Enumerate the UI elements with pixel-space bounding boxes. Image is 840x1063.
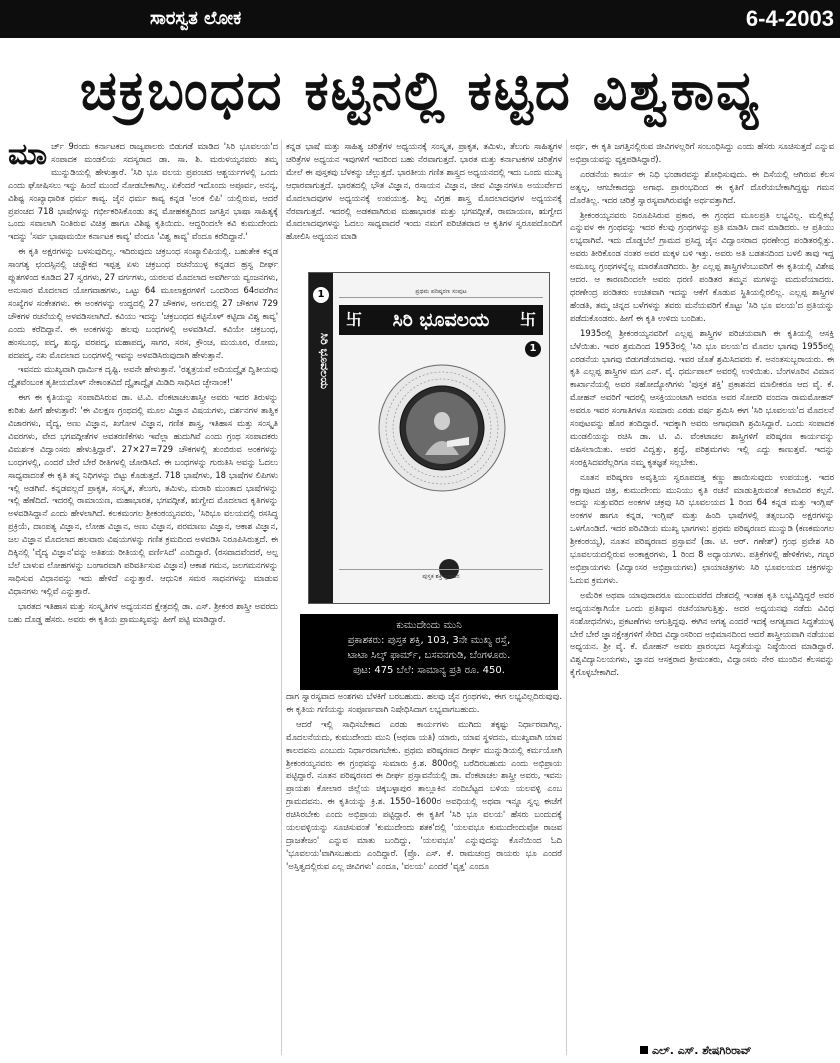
spine-title: ಸಿರಿ ಭೂವಲಯ (318, 333, 331, 389)
cover-title: ಸಿರಿ ಭೂವಲಯ (392, 309, 490, 331)
article-paragraph: ಅರ್ಥ, ಈ ಕೃತಿ ಜಗತ್ತಿನಲ್ಲಿರುವ ಜೀವಿಗಳಲ್ಲರಿಗೆ ಸಂಬಂಧಿಸಿದ್ದು ಎಂದು ಹೆಸರು ಸೂಚಿಸುತ್ತದೆ ಎನ್ನುವ ಅಭಿಪ್ರಾಯವನ್ನು ವ್ಯಕ್ತಪಡಿಸಿದ್ದಾರೆ). (570, 141, 834, 164)
book-caption (300, 614, 558, 690)
article-paragraph: ಕನ್ನಡ ಭಾಷೆ ಮತ್ತು ಸಾಹಿತ್ಯ ಚರಿತ್ರೆಗಳ ಅಧ್ಯಯನಕ್ಕೆ ಸಂಸ್ಕೃತ, ಪ್ರಾಕೃತ, ತಮಿಳು, ತೆಲುಗು ಸಾಹಿತ್ಯಗಳ ಚರಿತ್ರೆಗಳ ಅಧ್ಯಯನ ಇವುಗಳಿಗೆ ಇದರಿಂದ ಬಹು ನೆರವಾಗುತ್ತದೆ. ಭಾರತ ಮತ್ತು ಕರ್ನಾಟಕಗಳ ಚರಿತ್ರೆಗಳ ಮೇಲೆ ಈ ಪುಸ್ತಕವು ಬೆಳಕನ್ನು ಚೆಲ್ಲುತ್ತದೆ. ಭಾರತೀಯ ಗಣಿತ ಶಾಸ್ತ್ರದ ಅಧ್ಯಯನದಲ್ಲಿ ಇದು ಒಂದು ಮುಖ್ಯ ಆಧಾರವಾಗುತ್ತದೆ. ಭಾರತದಲ್ಲಿ ಭೌತ ವಿಜ್ಞಾನ, ರಸಾಯನ ವಿಜ್ಞಾನ, ಜೀವ ವಿಜ್ಞಾನಗಳೂ ಅಯುರ್ವೇದ ಮೊದಲಾದವುಗಳ ಅಧ್ಯಯನಕ್ಕೆ ಉಪಯುಕ್ತ. ಶಿಲ್ಪ ವಿಗ್ರಹ ಶಾಸ್ತ್ರ ಮೊದಲಾದವುಗಳ ಅಧ್ಯಯನಕ್ಕೆ ನೆರವಾಗುತ್ತದೆ. ಇದರಲ್ಲಿ ಅಡಕವಾಗಿರುವ ಮಹಾಭಾರತ ಮತ್ತು ಭಗವದ್ಗೀತೆ, ರಾಮಾಯಣ, ಋಗ್ವೇದ ಮೊದಲಾದವುಗಳನ್ನು ಓದಲು ಸಾಧ್ಯವಾದರೆ ಇಂದು ನಮಗೆ ಪರಿಚಿತವಾದ ಆ ಕೃತಿಗಳ ಸ್ವರೂಪದೊಂದಿಗೆ ಹೋಲಿಸಿ ಅಧ್ಯಯನ ಮಾಡಿ (286, 141, 562, 242)
article-column-3 (570, 140, 834, 1045)
article-headline: ಚಕ್ರಬಂಧದ ಕಟ್ಟಿನಲ್ಲಿ ಕಟ್ಟಿದ ವಿಶ್ವಕಾವ್ಯ (79, 59, 761, 122)
page-header-bar (0, 0, 840, 38)
article-paragraph: ಎರಡನೆಯ ಕಾರ್ಯ ಈ ನಿಧಿ ಭಂಡಾರವನ್ನು ಶೋಧಿಸುವುದು. ಈ ದಿಸೆಯಲ್ಲಿ ಆಗಿರುವ ಕೆಲಸ ಅತ್ಯಲ್ಪ, ಆಗಬೇಕಾದದ್ದು ಅಗಾಧ. ಪ್ರಾರಂಭದಿಂದ ಈ ಕೃತಿಗೆ ದೊರೆಯಬೇಕಾಗಿದ್ದಷ್ಟು ಗಮನ ದೊರೆತಿಲ್ಲ. ಇದರ ಚರಿತ್ರೆ ಸ್ವಾರಸ್ಯವಾಗಿರುವಷ್ಟೇ ಅರ್ಥವತ್ತಾಗಿದೆ. (570, 168, 834, 205)
byline-text: ಎಲ್. ಎಸ್. ಶೇಷಗಿರಿರಾವ್ (652, 1044, 752, 1057)
column-divider (566, 140, 567, 1055)
book-figure (300, 270, 558, 690)
book-cover-image (308, 272, 550, 604)
article-paragraph: ಈ ಕೃತಿ ಅಕ್ಷರಗಳನ್ನು ಬಳಸುವುದಿಲ್ಲ. ಇದಿರುವುದು ಚಕ್ರಬಂಧ ಸಂಖ್ಯಾಲಿಪಿಯಲ್ಲಿ. ಬಹುತೇಕ ಕನ್ನಡ ಸಾಂಗತ್ಯ ಛಂದಸ್ಸಿನಲ್ಲಿ ಚಚ್ಚೌಕದ ಇಪ್ಪತ್ತ ಏಳು ಚಕ್ರಬಂಧ ರಚನೆಯುಳ್ಳ ಕನ್ನಡದ ಹ್ರಸ್ವ ದೀರ್ಘ ಪ್ಲುತಗಳಿಂದ ಕೂಡಿದ 27 ಸ್ವರಗಳು, 27 ವರ್ಗಗಳು, ಯರಲವ ಮೊದಲಾದ ಅವರ್ಗೀಯ ವ್ಯಂಜನಗಳು, ಅನುಸಾರ ಮೊದಲಾದ ಯೋಗವಾಹಗಳು, ಒಟ್ಟು 64 ಮೂಲಾಕ್ಷರಗಳಿಗೆ ಒಂದರಿಂದ 64ರವರೆಗಿನ ಸಂಖ್ಯೆಗಳ ಸಂಕೇತಗಳು. ಈ ಅಂಕಗಳನ್ನು ಉದ್ದದಲ್ಲಿ 27 ಚೌಕಗಳ, ಅಗಲದಲ್ಲಿ 27 ಚೌಕಗಳ 729 ಚೌಕಗಳ ರಚನೆಯಲ್ಲಿ ಅಳವಡಿಸಲಾಗಿದೆ. ಕವಿಯು ಇದನ್ನು 'ಚಕ್ರಬಂಧದ ಕಟ್ಟಿನೊಳ್ ಕಟ್ಟಿದಾ ವಿಶ್ವ ಕಾವ್ಯ' ಎಂದು ಕರೆದಿದ್ದಾನೆ. ಈ ಅಂಕಗಳನ್ನು ಹಲವು ಬಂಧಗಳಲ್ಲಿ ಅಳವಡಿಸಿದೆ. ಕವಿಯೇ ಚಕ್ರಬಂಧ, ಹಂಸಬಂಧ, ಪದ್ಮ, ಶುದ್ಧ, ವರಪದ್ಮ, ಮಹಾಪದ್ಮ, ಸಾಗರ, ಸರಸ, ಕ್ರೌಂಚ, ಮಯೂರ, ರೋಮ, ಪದಪದ್ಮ, ನಖ ಮೊದಲಾದ ಬಂಧಗಳಲ್ಲಿ ಇವನ್ನು ಅಳವಡಿಸಿರುವುದಾಗಿ ಹೇಳುತ್ತಾನೆ. (8, 246, 278, 360)
section-name: ಸಾರಸ್ವತ ಲೋಕ (150, 8, 242, 29)
book-spine (309, 273, 333, 603)
caption-publisher-line: ಪ್ರಕಾಶಕರು: ಪುಸ್ತಕ ಶಕ್ತಿ, 103, 3ನೇ ಮುಖ್ಯ ರಸ್ತೆ, (347, 635, 511, 646)
article-column-1 (8, 140, 278, 1060)
caption-publisher-line: ಟಾಟಾ ಸಿಲ್ಕ್ ಫಾರ್ಮ್, ಬಸವನಗುಡಿ, ಬೆಂಗಳೂರು. (347, 650, 511, 661)
article-paragraph: ಈಗ ಈ ಕೃತಿಯನ್ನು ಸಂಪಾದಿಸಿರುವ ಡಾ. ಟಿ.ವಿ. ವೆಂಕಟಾಚಲಶಾಸ್ತ್ರೀ ಅವರು ಇದರ ತಿರುಳನ್ನು ಕುರಿತು ಹೀಗೆ ಹೇಳುತ್ತಾರೆ: 'ಈ ವಿಲಕ್ಷಣ ಗ್ರಂಥದಲ್ಲಿ ಮೂಲ ವಿಜ್ಞಾನ ವಿಷಯಗಳು, ದರ್ಶನಗಳ ತಾತ್ವಿಕ ವಿಚಾರಗಳು, ವೈದ್ಯ, ಅಣು ವಿಜ್ಞಾನ, ಖಗೋಳ ವಿಜ್ಞಾನ, ಗಣಿತ ಶಾಸ್ತ್ರ, ಇತಿಹಾಸ ಮತ್ತು ಸಂಸ್ಕೃತಿ ವಿವರಗಳು, ವೇದ ಭಗವದ್ಗೀತೆಗಳ ಅವತರಣಿಕೆಗಳು ಇವೆಲ್ಲಾ ಹುದುಗಿವೆ ಎಂದು ಗ್ರಂಥ ಸಂಪಾದಕರು ವಿಮರ್ಶಕ ವಿದ್ವಾಂಸರು ಹೇಳುತ್ತಿದ್ದಾರೆ'. 27×27=729 ಚೌಕಗಳಲ್ಲಿ ತುಂಬಿರುವ ಅಂಕಗಳನ್ನು ಬಂಧಗಳಲ್ಲಿ, ಎಂದರೆ ಬೇರೆ ಬೇರೆ ರೀತಿಗಳಲ್ಲಿ ಜೋಡಿಸಿದೆ. ಈ ಬಂಧಗಳನ್ನು ಗುರುತಿಸಿ ಅವನ್ನು ಓದಲು ಸಾಧ್ಯವಾದಂತೆ ಈ ಕೃತಿ ತನ್ನ ನಿಧಿಗಳನ್ನು ಬಿಟ್ಟು ಕೊಡುತ್ತದೆ. 718 ಭಾಷೆಗಳು, 18 ಭಾಷೆಗಳ ಲಿಪಿಗಳು ಇಲ್ಲಿ ಅಡಗಿವೆ. ಕನ್ನಡವಲ್ಲದೆ ಪ್ರಾಕೃತ, ಸಂಸ್ಕೃತ, ತೆಲುಗು, ತಮಿಳು, ಮರಾಠಿ ಮುಂತಾದ ಭಾಷೆಗಳನ್ನು ಇಲ್ಲಿ ಹೆಣೆದಿದೆ. ಇದರಲ್ಲಿ ರಾಮಾಯಣ, ಮಹಾಭಾರತ, ಭಗವದ್ಗೀತೆ, ಋಗ್ವೇದ ಮೊದಲಾದ ಕೃತಿಗಳನ್ನು ಅಳವಡಿಸಿದ್ದಾನೆ ಎಂದು ಹೇಳಲಾಗಿದೆ. ಕಲಕಮಂಗಲ ಶ್ರೀಕಂಠಯ್ಯನವರು, 'ಸಿರಿಭೂ ವಲಯದಲ್ಲಿ ರಸಸಿದ್ಧ ಪ್ರಕ್ರಿಯೆ, ದಾಂಪತ್ಯ ವಿಜ್ಞಾನ, ಲೋಹ ವಿಜ್ಞಾನ, ಅಣು ವಿಜ್ಞಾನ, ಪರಮಾಣು ವಿಜ್ಞಾನ, ಆಕಾಶ ವಿಜ್ಞಾನ, ಜಲ ವಿಜ್ಞಾನ ಮೊದಲಾದ ಹಲವಾರು ವಿಷಯಗಳನ್ನು ಗಣಿತ ಕ್ರಮದಿಂದ ಅಳವಡಿಸಿ ನಿರೂಪಿಸಿರುತ್ತದೆ. ಈ ದಿಕ್ಕಿನಲ್ಲಿ 'ವೈದ್ಯ ವಿಜ್ಞಾನ'ವನ್ನು ಅತಿಶಯ ರೀತಿಯಲ್ಲಿ ವರ್ಣಿಸಿದೆ' ಎಂದಿದ್ದಾರೆ. (ರಸವಾದವೆಂದರೆ, ಅಲ್ಪ ಬೆಲೆ ಬಾಳುವ ಲೋಹಗಳನ್ನು ಬಂಗಾರವಾಗಿ ಪರಿವರ್ತಿಸುವ ವಿಜ್ಞಾನ) ಆಕಾಶ ಗಮನ, ಜಲಗಮನಗಳನ್ನು ಸಾಧಿಸುವ ವಿಧಾನವನ್ನು ಇದು ಹೇಳಿದೆ ಎನ್ನುತ್ತಾರೆ. ಆಧುನಿಕ ಸಮರ ಸಾಧನಗಳನ್ನು ಮಾಡುವ ವಿಧಾನಗಳು ಇಲ್ಲಿವೆ ಎನ್ನುತ್ತಾರೆ. (8, 392, 278, 596)
author-byline (640, 1044, 752, 1058)
cover-title-band (339, 305, 543, 335)
cover-volume-number: 1 (525, 341, 541, 357)
article-paragraph: ಇವನದು ಮುಖ್ಯವಾಗಿ ಧಾರ್ಮಿಕ ದೃಷ್ಟಿ. ಅವನೇ ಹೇಳುತ್ತಾನೆ. 'ರತ್ನತ್ರಯವೆ ಅದಿಯದ್ವೈತ ದ್ವಿತೀಯವು ದ್ವೈತವೆಂಬಂಕ ತೃತೀಯದೊಳ್ ನೇಕಾಂತವಿದೆ ದ್ವೈತಾದ್ವೈತ ಮಿಡಿದಿ ಸಾಧಿಸಿದ ಚ್ಛೇನಾಂಕ!' (8, 364, 278, 388)
cover-bottom-text: ಪುಸ್ತಕ ಶಕ್ತಿ ಪ್ರಕಾಶನ (339, 569, 543, 584)
column-divider (281, 140, 282, 1055)
article-paragraph: ಅಮೆರಿಕ ಅಥವಾ ಯಾವುದಾದರೂ ಮುಂದುವರೆದ ದೇಶದಲ್ಲಿ ಇಂತಹ ಕೃತಿ ಲಭ್ಯವಿದ್ದಿದ್ದರೆ ಅವರ ಅಧ್ಯಯನಕ್ಕಾಗಿಯೇ ಒಂದು ಪ್ರತಿಷ್ಠಾನ ರಚನೆಯಾಗುತ್ತಿತ್ತು. ಅದರ ಅಧ್ಯಯನವು ನಡೆದು ವಿವಿಧ ಸಂಶೋಧನೆಗಳು, ಪ್ರಕಟಣೆಗಳು ಆಗುತ್ತಿದ್ದವು. ಈಗಿನ ಅಗತ್ಯ ಎಂದರೆ ಇದಕ್ಕೆ ಅಗತ್ಯವಾದ ಸಿದ್ಧತೆಯುಳ್ಳ ಬೇರೆ ಬೇರೆ ಜ್ಞಾನಕ್ಷೇತ್ರಗಳಿಗೆ ಸೇರಿದ ವಿದ್ವಾಂಸರಿಂದ ಅಭಿಮಾನದಿಂದ ಆದರೆ ಶಾಸ್ತ್ರೀಯವಾಗಿ ನಡೆಯುವ ಅಧ್ಯಯನ. ಶ್ರೀ ವೈ. ಕೆ. ಮೋಹನ್ ಅವರು ಪ್ರಾರಂಭದ ಸಿದ್ಧತೆಯನ್ನು ನಿಷ್ಠೆಯಿಂದ ಮಾಡಿದ್ದಾರೆ. ವಿಶ್ವವಿದ್ಯಾನಿಲಯಗಳು, ಜ್ಞಾನದ ಆಸಕ್ತರಾದ ಶ್ರೀಮಂತರು, ವಿದ್ವಾಂಸರು ನೇರ ಮುಂದಿನ ಕೆಲಸವನ್ನು ಕೈಗೊಳ್ಳಬೇಕಾಗಿದೆ. (570, 589, 834, 678)
article-paragraph: ದಾಗ ಸ್ವಾರಸ್ಯವಾದ ಅಂಶಗಳು ಬೆಳಕಿಗೆ ಬರಬಹುದು. ಹಲವು ಜೈನ ಗ್ರಂಥಗಳು, ಈಗ ಲಭ್ಯವಿಲ್ಲದಿರುವುವು. ಈ ಕೃತಿಯ ಗಣಿಯನ್ನು ಸಂಪೂರ್ಣವಾಗಿ ನಿಷೇಧಿಸಿದಾಗ ಲಭ್ಯವಾಗಬಹುದು. (286, 691, 562, 714)
spine-volume-number: 1 (313, 287, 329, 303)
byline-square-icon (640, 1046, 648, 1054)
article-paragraph: ಶ್ರೀಕಂಠಯ್ಯನವರು ನಿರೂಪಿಸಿರುವ ಪ್ರಕಾರ, ಈ ಗ್ರಂಥದ ಮೂಲಪ್ರತಿ ಲಭ್ಯವಿಲ್ಲ. ಮಲ್ಲಿಕಬ್ಬೆ ಎನ್ನುವಳ ಈ ಗ್ರಂಥವನ್ನು ಇದರ ಕೆಲವು ಗ್ರಂಥಗಳನ್ನು ಪ್ರತಿ ಮಾಡಿಸಿ ದಾನ ಮಾಡಿದರು. ಆ ಪ್ರತಿಯು ಲಭ್ಯವಾಗಿವೆ. ಇದು ದೊಡ್ಡಬೆಲೆ ಗ್ರಾಮದ ಪ್ರಸಿದ್ಧ ಜೈನ ವಿದ್ವಾಂಸರಾದ ಧರಣೇಂದ್ರ ಪಂಡಿತರಲ್ಲಿತ್ತು. ಅವರು ತೀರಿಕೊಂಡ ನಂತರ ಅವರ ಮಕ್ಕಳ ಬಳಿ ಇತ್ತು. ಅವರು ಅತಿ ಬಡತನದಿಂದ ಬಳಲಿ ತಾವು ಇದ್ದ ಅಮೂಲ್ಯ ಗ್ರಂಥಗಳನ್ನೆಲ್ಲ ಮಾರತೊಡಗಿದರು. ಶ್ರೀ ಎಲ್ಲಪ್ಪ ಶಾಸ್ತ್ರಿಗಳೆಂಬುವರಿಗೆ ಈ ಕೃತಿಯಲ್ಲಿ ವಿಶೇಷ ಆದರ. ಆ ಕಾರಣದಿಂದಲೇ ಅವರು ಧರಣಿ ಪಂಡಿತರ ತಮ್ಮನ ಮಗಳನ್ನು ಮದುವೆಯಾದರು. ಧರಣೇಂದ್ರ ಪಂಡಿತರು ಉಚಿತವಾಗಿ ಇದನ್ನು ಆಕೆಗೆ ಕೊಡುವ ಸ್ಥಿತಿಯಲ್ಲಿರಲಿಲ್ಲ. ಎಲ್ಲಪ್ಪ ಶಾಸ್ತ್ರಿಗಳ ಹೆಂಡತಿ, ತಮ್ಮ ಚಿನ್ನದ ಬಳೆಗಳನ್ನು ತವರು ಮನೆಯವರಿಗೆ ಕೊಟ್ಟು 'ಸಿರಿ ಭೂ ವಲಯ'ದ ಪ್ರತಿಯನ್ನು ಪಡೆದುಕೊಂಡರು. ಹೀಗೆ ಈ ಕೃತಿ ಉಳಿದು ಬಂದಿತು. (570, 209, 834, 323)
article-paragraph: ನೂತನ ಪರಿಷ್ಕರಣ ಅವೃತ್ತಿಯ ಸ್ವರೂಪದತ್ತ ಕಣ್ಣು ಹಾಯಿಸುವುದು ಉಪಯುಕ್ತ. ಇದರ ರಕ್ಷಾಪುಟದ ಚಿತ್ರ, ಕುಮುದೇಂದು ಮುನಿಯು ಕೃತಿ ರಚನೆ ಮಾಡುತ್ತಿರುವಂತೆ ಕಲಾವಿದರ ಕಲ್ಪನೆ. ಅದನ್ನು ಸುತ್ತುವರಿದ ಅಂಕಗಳ ಚಕ್ರವು ಸಿರಿ ಭೂವಲಯದ 1 ರಿಂದ 64 ಕನ್ನಡ ಮತ್ತು ಇಂಗ್ಲಿಷ್ ಅಂಕಗಳ ಹಾಗೂ ಕನ್ನಡ, ಇಂಗ್ಲಿಷ್ ಮತ್ತು ಹಿಂದಿ ಭಾಷೆಗಳಲ್ಲಿ ತತ್ಸಂಬಂಧಿ ಅಕ್ಷರಗಳನ್ನು ಒಳಗೊಂಡಿದೆ. ಇದರ ಪರಿವಿಡಿಯ ಮುಖ್ಯ ಭಾಗಗಳು: ಪ್ರಥಮ ಪರಿಷ್ಕರಣದ ಮುನ್ನುಡಿ (ಕಣಕಮಂಗಲ ಶ್ರೀಕಂಠಯ್ಯ), ನೂತನ ಪರಿಷ್ಕರಣದ ಪ್ರಸ್ತಾವನೆ (ಡಾ. ಟಿ. ಆರ್. ಗಣೇಶ್) ಗ್ರಂಥ ಪ್ರವೇಶ ಸಿರಿ ಭೂವಲಯದಲ್ಲಿರುವ ಅಂಕಾಕ್ಷರಗಳು, 1 ರಿಂದ 8 ಅಧ್ಯಾಯಗಳು. ಪತ್ರಿಕೆಗಳಲ್ಲಿ ಹೇಳಿಕೆಗಳು, ಗಣ್ಯರ ಅಭಿಪ್ರಾಯಗಳು (ವಿದ್ವಾಂಸರ ಅಭಿಪ್ರಾಯಗಳು) ಛಾಯಾಚಿತ್ರಗಳು ಸಿರಿ ಭೂವಲಯದ ಚಕ್ರಗಳನ್ನು ಓದುವ ಕ್ರಮಗಳು. (570, 471, 834, 585)
drop-cap: ಮಾ (8, 140, 48, 172)
article-column-2-top (286, 140, 562, 265)
article-paragraph (8, 140, 278, 243)
issue-date: 6-4-2003 (745, 6, 834, 31)
article-column-2-bottom (286, 690, 562, 1060)
swastika-icon: 卐 (345, 310, 362, 329)
swastika-icon: 卐 (519, 310, 536, 329)
article-paragraph: ಆದರೆ ಇಲ್ಲಿ ಸಾಧಿಸಬೇಕಾದ ಎರಡು ಕಾರ್ಯಗಳು ಮುಗಿದು ತಕ್ಕಷ್ಟು ನಿರ್ಧಾರವಾಗಿಲ್ಲ. ಮೊದಲನೆಯದು, ಕುಮುದೇಂದು ಮುನಿ (ಅಥವಾ ಯತಿ) ಯಾರು, ಯಾವ ಸ್ಥಳದನು, ಮುಖ್ಯವಾಗಿ ಯಾವ ಕಾಲದವನು ಎಂಬುದು ನಿರ್ಧಾರವಾಗಬೇಕು. ಪ್ರಥಮ ಪರಿಷ್ಕರಣದ ದೀರ್ಘ ಮುನ್ನುಡಿಯಲ್ಲಿ ಕರ್ಮಯೋಗಿ ಶ್ರೀಕಂಠಯ್ಯನವರು ಈ ಗ್ರಂಥವನ್ನು ಸುಮಾರು ಕ್ರಿ.ಶ. 800ರಲ್ಲಿ ಬರೆದಿರಬಹುದು ಎಂದು ಅಭಿಪ್ರಾಯ ಪಟ್ಟಿದ್ದಾರೆ. ನೂತನ ಪರಿಷ್ಕರಣದ ಈ ದೀರ್ಘ ಪ್ರಸ್ತಾವನೆಯಲ್ಲಿ ಡಾ. ವೆಂಕಟಾಚಲ ಶಾಸ್ತ್ರೀ ಅವರು, ಇವನು ಪ್ರಾಯಶಃ ಕೋಲಾರ ಜಿಲ್ಲೆಯ ಚಿಕ್ಕಬಳ್ಳಾಪುರ ತಾಲ್ಲೂಕಿನ ನಂದಿಬೆಟ್ಟದ ಬಳಿಯ ಯಲವಳ್ಳಿ ಎಂಬ ಗ್ರಾಮದವನು. ಈ ಕೃತಿಯನ್ನು ಕ್ರಿ.ಶ. 1550–1600ರ ಅವಧಿಯಲ್ಲಿ ಅಥವಾ ಇನ್ನೂ ಸ್ವಲ್ಪ ಈಚೆಗೆ ರಚಿಸಿರಬೇಕು ಎಂದು ಅಭಿಪ್ರಾಯ ಪಟ್ಟಿದ್ದಾರೆ. ಈ ಕೃತಿಗೆ 'ಸಿರಿ ಭೂ ವಲಯ' ಹೆಸರು ಬಂದುದಕ್ಕೆ ಯಲವಳ್ಳಿಯನ್ನು ಸೂಚಿಸುವಂತೆ 'ಕುಮುದೇಂದು ಶತಕ'ದಲ್ಲಿ 'ಯಲವಭೂ ಕುಮುದೇಂದುವೋ ರಾಜವ ದ್ರಾಜತೇಜಂ' ಎನ್ನುವ ಮಾತು ಬಂದಿದ್ದು, 'ಯಲವಭೂ' ಎನ್ನುವುದನ್ನು ಕೊನೆಯಿಂದ ಓದಿ 'ಭೂವಲಯ'ವಾಗಿಸಬಹುದು ಎಂದಿದ್ದಾರೆ. (ಪ್ರೊ. ಎಸ್. ಕೆ. ರಾಮಚಂದ್ರ ರಾಯರು ಭೂ ಎಂದರೆ 'ಅಸ್ತಿತ್ವದಲ್ಲಿರುವ ಎಲ್ಲ ಜೀವಿಗಳು' ಎಂದೂ, 'ವಲಯ' ಎಂದರೆ 'ವೃತ್ತ' ಎಂದೂ (286, 718, 562, 871)
article-paragraph: ಭಾರತದ ಇತಿಹಾಸ ಮತ್ತು ಸಂಸ್ಕೃತಿಗಳ ಅಧ್ಯಯನದ ಕ್ಷೇತ್ರದಲ್ಲಿ ಡಾ. ಎಸ್. ಶ್ರೀಕಂಠ ಶಾಸ್ತ್ರೀ ಅವರದು ಬಹು ದೊಡ್ಡ ಹೆಸರು. ಅವರು ಈ ಕೃತಿಯ ಪ್ರಾಮುಖ್ಯವನ್ನು ಹೀಗೆ ಪಟ್ಟಿ ಮಾಡಿದ್ದಾರೆ. (8, 600, 278, 624)
paragraph-text: ರ್ಚ್ 9ರಂದು ಕರ್ನಾಟಕದ ರಾಜ್ಯಪಾಲರು ಬಿಡುಗಡೆ ಮಾಡಿದ 'ಸಿರಿ ಭೂವಲಯ'ದ ಸಂಪಾದಕ ಮಂಡಲಿಯ ಸದಸ್ಯರಾದ ಡಾ. ಸಾ. ಶಿ. ಮರುಳಯ್ಯನವರು ತಮ್ಮ ಮುನ್ನುಡಿಯಲ್ಲಿ ಹೇಳುತ್ತಾರೆ. 'ಸಿರಿ ಭೂ ವಲಯ ಪ್ರಪಂಚದ ಆಶ್ಚರ್ಯಗಳಲ್ಲಿ ಒಂದು ಎಂದು ಘೋಷಿಸಲು ಇನ್ನು ಹಿಂದೆ ಮುಂದೆ ನೋಡಬೇಕಾಗಿಲ್ಲ. ಏಕೆಂದರೆ ಇದೊಂದು ಅಪೂರ್ವ, ಅನನ್ಯ, ವಿಶಿಷ್ಟ ಸಂಖ್ಯಾಧಾರಿತ ಧರ್ಮ ಕಾವ್ಯ. ಜೈನ ಧರ್ಮ ಕಾವ್ಯ ಕನ್ನಡ 'ಅಂಕ ಲಿಪಿ' ಯಲ್ಲಿರುವ, ಆದರೆ ಪ್ರಪಂಚದ 718 ಭಾಷೆಗಳನ್ನು ಗರ್ಭೀಕರಿಸಿಕೊಂಡು ತನ್ನ ಮೋಹಕತ್ವದಿಂದ ಜಗತ್ತಿನ ಭಾಷಾ ಸಾಹಿತ್ಯಕ್ಕೆ ಒಂದು ಸವಾಲಾಗಿ ನಿಂತಿರುವ ವಿಚಿತ್ರ ಹಾಗೂ ವಿಶಿಷ್ಟ ಕೃತಿಯಿದು. ಆದ್ದರಿಂದಲೇ ಕವಿ ಕುಮುದೇಂದು ಇದನ್ನು 'ಸರ್ವ ಭಾಷಾಮಯೀ ಕರ್ನಾಟಕ ಕಾವ್ಯ' ವೆಂದೂ 'ವಿಶ್ವ ಕಾವ್ಯ' ವೆಂದೂ ಕರೆದಿದ್ದಾನೆ.' (8, 141, 278, 242)
chakra-wheel-icon (377, 363, 507, 493)
cover-top-text: ಪ್ರಥಮ ಪರಿಷ್ಕರಣ ಸಂಪುಟ (339, 287, 543, 298)
caption-author: ಕುಮುದೇಂದು ಮುನಿ (396, 620, 462, 631)
caption-pages-price: ಪುಟ: 475 ಬೆಲೆ: ಸಾಮಾನ್ಯ ಪ್ರತಿ ರೂ. 450. (353, 665, 505, 676)
article-paragraph: 1935ರಲ್ಲಿ ಶ್ರೀಕಂಠಯ್ಯನವರಿಗೆ ಎಲ್ಲಪ್ಪ ಶಾಸ್ತ್ರಿಗಳ ಪರಿಚಯವಾಗಿ ಈ ಕೃತಿಯಲ್ಲಿ ಆಸಕ್ತಿ ಬೆಳೆಯಿತು. ಇವರ ಶ್ರಮದಿಂದ 1953ರಲ್ಲಿ 'ಸಿರಿ ಭೂ ವಲಯ'ದ ಮೊದಲ ಭಾಗವು 1955ರಲ್ಲಿ ಎರಡನೆಯ ಭಾಗವು ಬಿಡುಗಡೆಯಾದವು. ಇವರ ಜೊತೆ ಶ್ರಮಿಸಿದವರು ಕೆ. ಅನಂತಸುಬ್ಬರಾಯರು. ಈ ಕೃತಿ ಎಲ್ಲಪ್ಪ ಶಾಸ್ತ್ರಿಗಳ ಮಗ ಎನ್. ವೈ. ಧರ್ಮಪಾಲ್ ಅವರಲ್ಲಿ ಉಳಿಯಿತು. ಬೆಂಗಳೂರಿನ ವಿಮಾನ ಕಾರ್ಖಾನೆಯಲ್ಲಿ ಅವರ ಸಹೋದ್ಯೋಗಿಗಳು 'ಪುಸ್ತಕ ಶಕ್ತಿ' ಪ್ರಕಾಶನದ ಮಾಲೀಕರೂ ಆದ ವೈ. ಕೆ. ಮೋಹನ್ ಅವರಿಗೆ ಇದರಲ್ಲಿ ಆಸಕ್ತಿಯುಂಟಾಗಿ ಅವರೂ ಅವರ ಸೋದರಿ ವಂದನಾ ರಾಮಮೋಹನ್ ಅವರೂ ಇವರ ಸಂಗಾತಿಗಳೂ ಸುಮಾರು ಎರಡು ವರ್ಷ ಶ್ರಮಿಸಿ ಈಗ 'ಸಿರಿ ಭೂವಲಯ'ದ ಮೊದಲನೆ ಸಂಪುಟವನ್ನು ಹೊರ ತಂದಿದ್ದಾರೆ. ಇದಕ್ಕಾಗಿ ಅವರು ಅಗಾಧವಾಗಿ ಶ್ರಮಿಸಿದ್ದಾರೆ. ಒಂದು ಸಂಪಾದಕ ಮಂಡಲಿಯನ್ನು ರಚಿಸಿ ಡಾ. ಟಿ. ವಿ. ವೆಂಕಟಾಚಲ ಶಾಸ್ತ್ರಿಗಳಿಗೆ ಪರಿಷ್ಕರಣ ಕಾರ್ಯವನ್ನು ವಹಿಸಲಾಯಿತು. ಅವರ ವಿದ್ವತ್ತು, ಶ್ರದ್ಧೆ, ಪರಿಶ್ರಮಗಳು ಇಲ್ಲಿ ಎದ್ದು ಕಾಣುತ್ತವೆ. ಇದನ್ನು ಸಂರಕ್ಷಿಸಿದವರೆಲ್ಲರಿಗೂ ನಮ್ಮ ಕೃತಜ್ಞತೆ ಸಲ್ಲಬೇಕು. (570, 327, 834, 467)
